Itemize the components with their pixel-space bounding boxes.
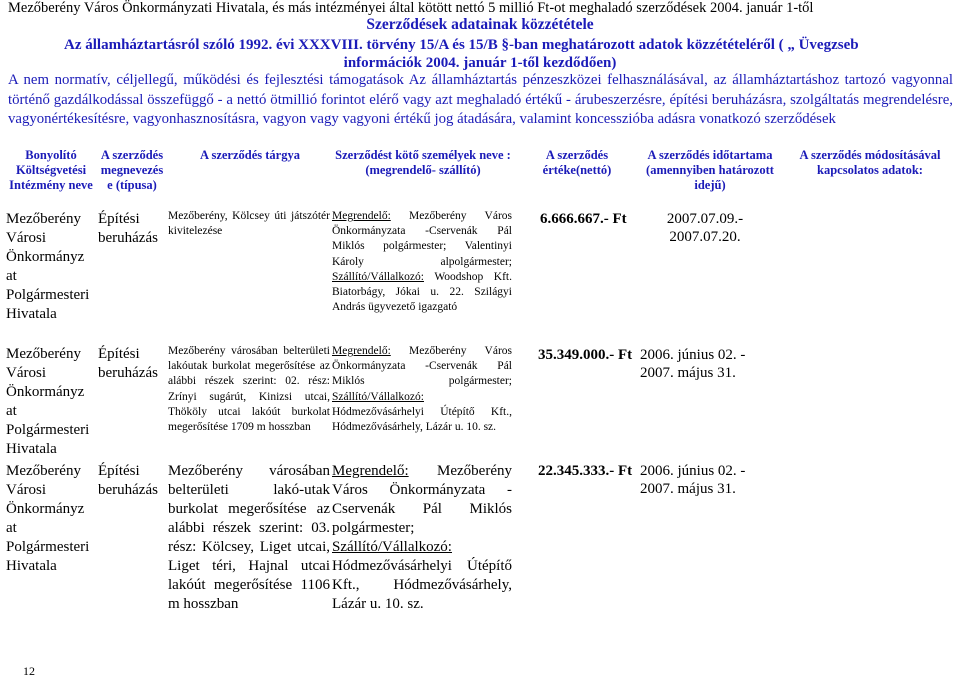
page-title: Szerződések adatainak közzététele <box>366 16 594 33</box>
row-2-supplier: Hódmezővásárhelyi Útépítő Kft., Hódmezővásárhely, Lázár u. 10. sz. <box>332 405 512 434</box>
row-2-parties <box>332 344 512 435</box>
row-3-parties <box>332 462 512 614</box>
row-1-subject: Mezőberény, Kölcsey úti játszótér kivitelezése <box>168 210 330 238</box>
row-3-value: 22.345.333.- Ft <box>538 463 633 479</box>
row-2-institution: Mezőberény Városi Önkormányz at Polgármesteri Hivatala <box>6 346 90 457</box>
row-3-institution: Mezőberény Városi Önkormányz at Polgármesteri Hivatala <box>6 463 90 574</box>
row-2-subject: Mezőberény városában belterületi lakóutak burkolat megerősítése az alábbi részek szerint: 02. rész: Zrínyi sugárút, Kinizsi utcai, Thököly utcai lakóút burkolat megerősítése 1709 m hosszban <box>168 345 330 434</box>
row-3-supplier: Hódmezővásárhelyi Útépítő Kft., Hódmezővásárhely, Lázár u. 10. sz. <box>332 558 512 612</box>
row-1-parties <box>332 209 512 315</box>
document-intro: Mezőberény Város Önkormányzati Hivatala, és más intézményei által kötött nettó 5 millió Ft-ot meghaladó szerződések 2004. január 1-től <box>8 0 814 16</box>
row-1-client: Mezőberény Város Önkormányzata -Cservenák Pál Miklós polgármester; Valentinyi Károly alpolgármester; <box>332 210 512 268</box>
row-1-supplier-label: Szállító/Vállalkozó: <box>332 270 424 283</box>
row-2-duration: 2006. június 02. - 2007. május 31. <box>640 347 746 381</box>
column-header-parties: Szerződést kötő személyek neve : (megrendelő- szállító) <box>335 148 511 177</box>
column-header-subject: A szerződés tárgya <box>200 148 300 162</box>
column-header-modifications: A szerződés módosításával kapcsolatos adatok: <box>799 148 941 177</box>
row-2-client-label: Megrendelő: <box>332 345 391 357</box>
page-subtitle-line1: Az államháztartásról szóló 1992. évi XXXVIII. törvény 15/A és 15/B §-ban meghatározott adatok közzétételéről ( „ Üvegzseb <box>64 37 859 53</box>
column-header-type: A szerződés megnevezés e (típusa) <box>100 148 164 192</box>
row-3-duration: 2006. június 02. - 2007. május 31. <box>640 463 746 497</box>
row-1-value: 6.666.667.- Ft <box>540 211 627 227</box>
row-1-client-label: Megrendelő: <box>332 210 391 222</box>
page-subtitle-line2: információk 2004. január 1-től kezdődően) <box>343 55 617 71</box>
row-2-value: 35.349.000.- Ft <box>538 347 633 363</box>
row-3-type: Építési beruházás <box>98 463 158 498</box>
row-1-type: Építési beruházás <box>98 211 158 246</box>
row-1-institution: Mezőberény Városi Önkormányz at Polgármesteri Hivatala <box>6 211 90 322</box>
row-2-supplier-label: Szállító/Vállalkozó: <box>332 390 424 403</box>
row-3-subject: Mezőberény városában belterületi lakó-utak burkolat megerősítése az alábbi részek szerint: 03. rész: Kölcsey, Liget utcai, Liget téri, Hajnal utcai lakóút megerősítése 1106 m hosszban <box>168 463 330 612</box>
column-header-value: A szerződés értéke(nettó) <box>542 148 612 177</box>
column-header-duration: A szerződés időtartama (amennyiben határozott idejű) <box>646 148 774 192</box>
row-3-supplier-label: Szállító/Vállalkozó: <box>332 539 452 555</box>
row-1-duration: 2007.07.09.- 2007.07.20. <box>666 211 744 245</box>
section-description: A nem normatív, céljellegű, működési és fejlesztési támogatások Az államháztartás pénzeszközei felhasználásával, az államháztartáshoz tartozó vagyonnal történő gazdálkodással összefüggő - a nettó ötmillió forintot elérő vagy azt meghaladó értékű - árubeszerzésre, építési beruházásra, szolgáltatás megrendelésre, vagyonértékesítésre, vagyonhasznosításra, vagyon vagy vagyoni értékű jog átadására, valamint koncesszióba adásra vonatkozó szerződések <box>8 72 953 127</box>
row-3-client-label: Megrendelő: <box>332 463 409 479</box>
page-number: 12 <box>23 664 35 678</box>
column-header-institution: Bonyolító Költségvetési Intézmény neve <box>9 148 93 192</box>
row-1-supplier: Woodshop Kft. Biatorbágy, Jókai u. 22. Szilágyi András ügyvezető igazgató <box>332 270 512 314</box>
row-2-type: Építési beruházás <box>98 346 158 381</box>
row-2-client: Mezőberény Város Önkormányzata -Cservenák Pál Miklós polgármester; <box>332 345 512 388</box>
row-3-client: Mezőberény Város Önkormányzata - Cservenák Pál Miklós polgármester; <box>332 463 512 536</box>
